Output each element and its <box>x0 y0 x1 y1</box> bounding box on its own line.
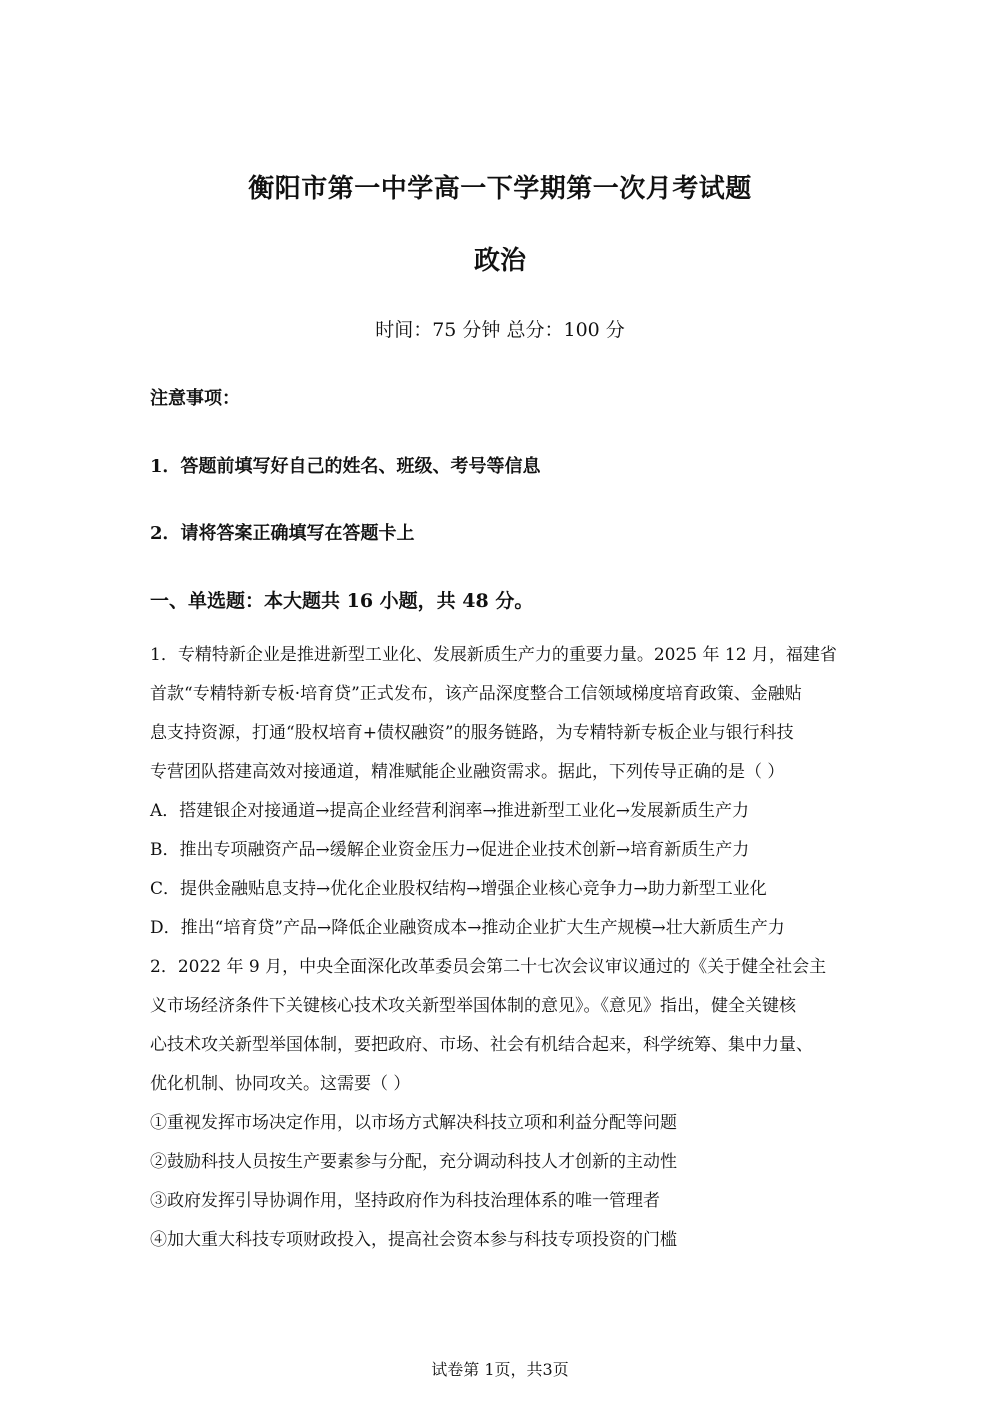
exam-subject: 政治 <box>473 246 526 276</box>
q1-line-3: 息支持资源，打通“股权培育+债权融资”的服务链路，为专精特新专板企业与银行科技 <box>150 723 794 743</box>
page-footer: 试卷第 1页，共3页 <box>431 1360 569 1379</box>
q1-line-4: 专营团队搭建高效对接通道，精准赋能企业融资需求。据此，下列传导正确的是（ ） <box>150 762 785 782</box>
q2-line-1: 2．2022 年 9 月，中央全面深化改革委员会第二十七次会议审议通过的《关于健全社会主 <box>150 957 827 977</box>
q2-line-4: 优化机制、协同攻关。这需要（ ） <box>150 1074 411 1094</box>
q1-option-b: B．推出专项融资产品→缓解企业资金压力→促进企业技术创新→培育新质生产力 <box>150 840 750 860</box>
q2-statement-3: ③政府发挥引导协调作用，坚持政府作为科技治理体系的唯一管理者 <box>150 1191 660 1211</box>
section-heading: 一、单选题：本大题共 16 小题，共 48 分。 <box>150 590 534 612</box>
q2-statement-4: ④加大重大科技专项财政投入，提高社会资本参与科技专项投资的门槛 <box>150 1230 677 1250</box>
q1-option-a: A．搭建银企对接通道→提高企业经营利润率→推进新型工业化→发展新质生产力 <box>150 801 750 821</box>
q2-line-2: 义市场经济条件下关键核心技术攻关新型举国体制的意见》。《意见》指出，健全关键核 <box>150 996 796 1016</box>
q1-option-c: C．提供金融贴息支持→优化企业股权结构→增强企业核心竞争力→助力新型工业化 <box>150 879 767 899</box>
notice-heading: 注意事项： <box>150 388 240 409</box>
exam-meta: 时间：75 分钟 总分：100 分 <box>375 319 625 341</box>
exam-title: 衡阳市第一中学高一下学期第一次月考试题 <box>248 174 752 204</box>
q2-statement-2: ②鼓励科技人员按生产要素参与分配，充分调动科技人才创新的主动性 <box>150 1152 677 1172</box>
q1-line-1: 1．专精特新企业是推进新型工业化、发展新质生产力的重要力量。2025 年 12 月，福建省 <box>150 645 837 665</box>
notice-item-1: 1．答题前填写好自己的姓名、班级、考号等信息 <box>150 456 541 477</box>
q1-option-d: D．推出“培育贷”产品→降低企业融资成本→推动企业扩大生产规模→壮大新质生产力 <box>150 918 785 938</box>
q2-line-3: 心技术攻关新型举国体制，要把政府、市场、社会有机结合起来，科学统筹、集中力量、 <box>150 1035 813 1055</box>
q2-statement-1: ①重视发挥市场决定作用，以市场方式解决科技立项和利益分配等问题 <box>150 1113 677 1133</box>
notice-item-2: 2．请将答案正确填写在答题卡上 <box>150 523 415 544</box>
q1-line-2: 首款“专精特新专板·培育贷”正式发布，该产品深度整合工信领域梯度培育政策、金融贴 <box>150 684 802 704</box>
